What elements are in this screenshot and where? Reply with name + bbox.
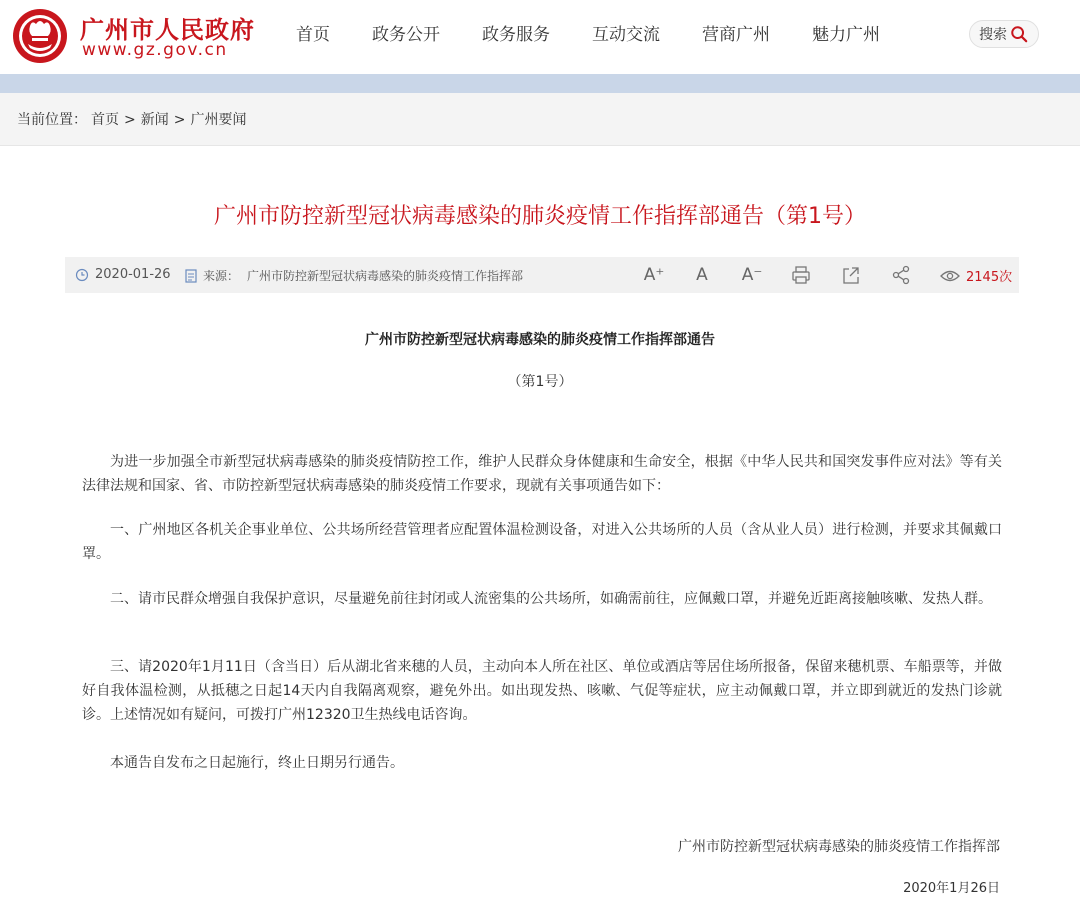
main-nav: [296, 20, 922, 50]
source-text: 广州市防控新型冠状病毒感染的肺炎疫情工作指挥部: [247, 269, 524, 283]
breadcrumb-gz-news[interactable]: 广州要闻: [190, 112, 247, 128]
nav-interaction[interactable]: 互动交流: [592, 25, 660, 45]
document-signer: 广州市防控新型冠状病毒感染的肺炎疫情工作指挥部: [678, 839, 1000, 855]
eye-icon: [940, 269, 960, 283]
site-header: [0, 0, 1080, 74]
search-label: 搜索: [979, 27, 1007, 43]
print-icon[interactable]: [790, 264, 812, 286]
article-meta-bar: [65, 257, 1019, 293]
source-label: 来源：: [203, 269, 240, 283]
document-number: （第1号）: [507, 374, 573, 390]
header-divider-band: [0, 74, 1080, 93]
nav-business[interactable]: 营商广州: [702, 25, 770, 45]
font-decrease-button[interactable]: A⁻: [741, 265, 763, 285]
breadcrumb-news[interactable]: 新闻: [140, 112, 169, 128]
breadcrumb-prefix: 当前位置：: [17, 112, 87, 128]
document-icon: [185, 269, 197, 283]
nav-gov-affairs[interactable]: 政务公开: [372, 25, 440, 45]
breadcrumb-home[interactable]: 首页: [91, 112, 119, 128]
date-text: 2020-01-26: [95, 267, 171, 282]
document-heading: 广州市防控新型冠状病毒感染的肺炎疫情工作指挥部通告: [365, 332, 715, 348]
article-date: [75, 267, 171, 282]
view-count: [940, 266, 1012, 285]
search-icon: [1010, 25, 1028, 43]
article-source: [185, 267, 523, 284]
breadcrumb-separator: >: [173, 112, 186, 128]
clock-icon: [75, 268, 89, 282]
city-emblem-icon[interactable]: [12, 8, 68, 64]
nav-home[interactable]: 首页: [296, 25, 330, 45]
view-count-text: 2145次: [966, 270, 1013, 285]
document-sign-date: 2020年1月26日: [903, 881, 1000, 896]
site-name[interactable]: 广州市人民政府: [80, 16, 255, 44]
nav-gov-services[interactable]: 政务服务: [482, 25, 550, 45]
site-url[interactable]: www.gz.gov.cn: [82, 40, 228, 60]
nav-charm[interactable]: 魅力广州: [812, 25, 880, 45]
article-title: 广州市防控新型冠状病毒感染的肺炎疫情工作指挥部通告（第1号）: [214, 204, 866, 229]
paragraph-closing: 本通告自发布之日起施行，终止日期另行通告。: [110, 755, 404, 771]
paragraph-intro: 为进一步加强全市新型冠状病毒感染的肺炎疫情防控工作，维护人民群众身体健康和生命安全，根据《中华人民共和国突发事件应对法》等有关法律法规和国家、省、市防控新型冠状病毒感染的肺炎疫情工作要求，现就有关事项通告如下：: [82, 454, 1002, 494]
paragraph-item-1: 一、广州地区各机关企事业单位、公共场所经营管理者应配置体温检测设备，对进入公共场所的人员（含从业人员）进行检测，并要求其佩戴口罩。: [82, 522, 1002, 562]
paragraph-item-3: 三、请2020年1月11日（含当日）后从湖北省来穗的人员，主动向本人所在社区、单位或酒店等居住场所报备，保留来穗机票、车船票等，并做好自我体温检测，从抵穗之日起14天内自我隔离观察，避免外出。如出现发热、咳嗽、气促等症状，应主动佩戴口罩，并立即到就近的发热门诊就诊。上述情况如有疑问，可拨打广州12320卫生热线电话咨询。: [82, 659, 1002, 723]
share-out-icon[interactable]: [840, 264, 862, 286]
share-icon[interactable]: [890, 264, 912, 286]
breadcrumb-bar: [0, 93, 1080, 146]
paragraph-item-2: 二、请市民群众增强自我保护意识，尽量避免前往封闭或人流密集的公共场所，如确需前往，应佩戴口罩，并避免近距离接触咳嗽、发热人群。: [110, 591, 992, 607]
font-default-button[interactable]: A: [696, 265, 708, 285]
breadcrumb-separator: >: [124, 112, 136, 128]
breadcrumb: [17, 109, 250, 129]
font-increase-button[interactable]: A⁺: [643, 265, 665, 285]
search-button[interactable]: [969, 20, 1039, 48]
